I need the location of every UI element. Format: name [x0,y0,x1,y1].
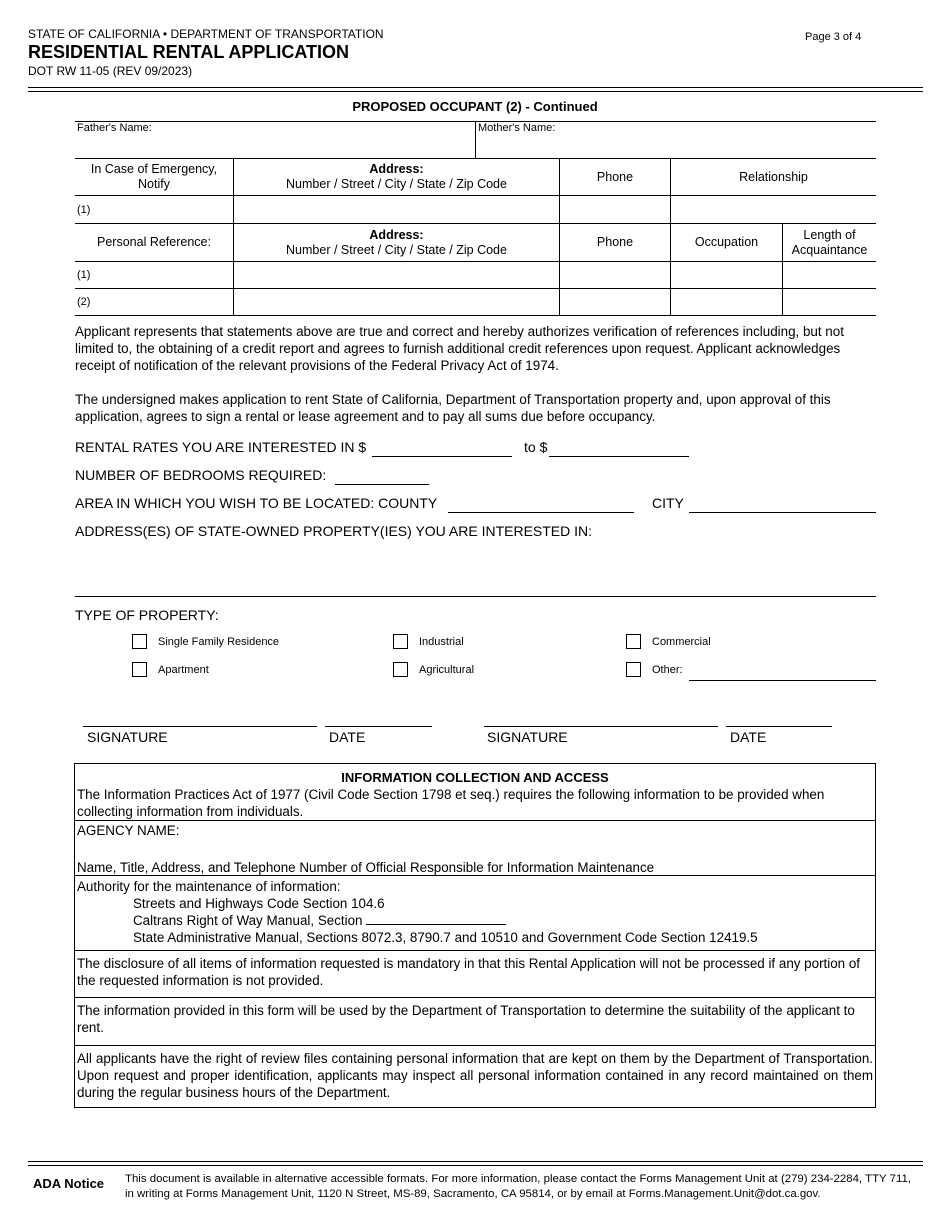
authority-label: Authority for the maintenance of information: [77,879,341,894]
authority-item [77,912,873,929]
agricultural-checkbox[interactable] [393,662,408,677]
emergency-address-header [234,159,559,195]
rental-rate-min-input[interactable] [372,456,512,457]
section-title: PROPOSED OCCUPANT (2) - Continued [352,99,598,114]
authority-item-text: Caltrans Right of Way Manual, Section [133,913,363,928]
reference-2-length-input[interactable] [783,289,876,315]
single-family-label: Single Family Residence [158,636,280,648]
review-row: All applicants have the right of review files containing personal information that are kept on them by the Department of Transportation. Upon request and proper identification, applicants may inspect all personal information contained in any record maintained on them during the regular business hours of the Department. [77,1051,873,1100]
emergency-address-title: Address: [369,162,424,176]
mother-label: Mother's Name: [478,122,556,134]
other-checkbox[interactable] [626,662,641,677]
bedrooms-input[interactable] [335,484,429,485]
reference-col-divider [559,223,560,315]
emergency-phone-input[interactable] [560,196,670,223]
city-label: CITY [652,495,684,511]
agency-row [75,821,875,876]
footer-rule-top [28,1161,923,1162]
rental-rates-label: RENTAL RATES YOU ARE INTERESTED IN $ [75,439,367,455]
header-rule-bottom [28,91,923,92]
other-input[interactable] [689,680,876,681]
reference-col-divider [670,223,671,315]
header-rule-top [28,87,923,88]
emergency-row-number: (1) [77,204,91,216]
official-label: Name, Title, Address, and Telephone Number of Official Responsible for Information Maintenance [77,860,655,875]
date-2-input[interactable] [726,726,832,727]
county-label: AREA IN WHICH YOU WISH TO BE LOCATED: COUNTY [75,495,438,511]
info-intro-row [75,764,875,821]
addresses-label: ADDRESS(ES) OF STATE-OWNED PROPERTY(IES) YOU ARE INTERESTED IN: [75,523,593,539]
reference-address-sub: Number / Street / City / State / Zip Code [286,242,507,257]
info-intro: The Information Practices Act of 1977 (Civil Code Section 1798 et seq.) requires the following information to be provided when collecting information from individuals. [77,787,825,819]
authority-item: State Administrative Manual, Sections 8072.3, 8790.7 and 10510 and Government Code Section 12419.5 [133,930,758,945]
info-collection-box [74,763,876,1108]
industrial-label: Industrial [419,636,464,648]
reference-address-title: Address: [369,227,424,242]
form-title: RESIDENTIAL RENTAL APPLICATION [28,42,350,62]
commercial-label: Commercial [652,636,711,648]
emergency-col-divider [559,158,560,223]
emergency-col-divider [233,158,234,223]
reference-2-phone-input[interactable] [560,289,670,315]
reference-1-phone-input[interactable] [560,262,670,288]
city-input[interactable] [689,512,876,513]
reference-row-number: (2) [77,296,91,308]
agency-name-label: AGENCY NAME: [77,823,180,838]
emergency-address-input[interactable] [234,196,559,223]
emergency-col-divider [670,158,671,223]
industrial-checkbox[interactable] [393,634,408,649]
reference-phone-header: Phone [596,235,634,249]
reference-1-length-input[interactable] [783,262,876,288]
ada-notice-label: ADA Notice [33,1176,105,1191]
single-family-checkbox[interactable] [132,634,147,649]
page-number: Page 3 of 4 [805,31,862,43]
reference-col-divider [233,223,234,315]
emergency-address-sub: Number / Street / City / State / Zip Code [286,177,507,191]
property-type-label: TYPE OF PROPERTY: [75,607,219,623]
mother-name-field[interactable] [476,122,876,158]
addresses-input[interactable] [75,596,876,597]
manual-section-input[interactable] [366,912,506,925]
reference-2-occupation-input[interactable] [671,289,782,315]
use-row: The information provided in this form will be used by the Department of Transportation to determine the suitability of the applicant to rent. [75,998,875,1046]
signature-2-input[interactable] [484,726,718,727]
county-input[interactable] [448,512,634,513]
reference-row-number: (1) [77,269,91,281]
info-title: INFORMATION COLLECTION AND ACCESS [341,770,609,785]
father-name-field[interactable] [75,122,475,158]
authority-item: Streets and Highways Code Section 104.6 [133,896,385,911]
rental-rate-max-input[interactable] [549,456,689,457]
father-label: Father's Name: [77,122,152,134]
reference-header: Personal Reference: [97,235,211,249]
reference-col-divider [782,223,783,315]
reference-bottom-rule [75,315,876,316]
reference-address-header [234,224,559,261]
emergency-notify-header: In Case of Emergency, Notify [90,162,218,191]
agricultural-label: Agricultural [419,664,475,676]
authorization-statement: Applicant represents that statements above are true and correct and hereby authorizes verification of references including, but not limited to, the obtaining of a credit report and agrees to furnish additional credit references upon request. Applicant acknowledges receipt of notification of the relevant provisions of the Federal Privacy Act of 1974. [75,324,844,373]
emergency-phone-header: Phone [596,169,634,184]
apartment-label: Apartment [158,664,209,676]
ada-notice-text: This document is available in alternative accessible formats. For more information, please contact the Forms Management Unit at (279) 234-2284, TTY 711, in writing at Forms Management Unit, 1120 N Street, MS-89, Sacramento, CA 95814, or by email at Forms.Management.Unit@dot.ca.gov. [125,1173,911,1200]
date-2-label: DATE [730,729,767,745]
agency-name: STATE OF CALIFORNIA • DEPARTMENT OF TRANSPORTATION [28,27,384,41]
application-statement: The undersigned makes application to rent State of California, Department of Transportation property and, upon approval of this application, agrees to sign a rental or lease agreement and to pay all sums due before occupancy. [75,392,831,424]
disclosure-row: The disclosure of all items of information requested is mandatory in that this Rental Application will not be processed if any portion of the requested information is not provided. [75,951,875,998]
signature-1-label: SIGNATURE [87,729,168,745]
signature-1-input[interactable] [83,726,317,727]
other-label: Other: [652,664,683,676]
emergency-relationship-input[interactable] [671,196,876,223]
footer-rule-bottom [28,1165,923,1166]
rental-to-label: to $ [524,439,548,455]
bedrooms-label: NUMBER OF BEDROOMS REQUIRED: [75,467,327,483]
emergency-relationship-header: Relationship [739,169,808,184]
authority-row [75,876,875,951]
reference-2-address-input[interactable] [234,289,559,315]
reference-occupation-header: Occupation [694,235,759,249]
reference-1-occupation-input[interactable] [671,262,782,288]
date-1-input[interactable] [325,726,432,727]
form-number: DOT RW 11-05 (REV 09/2023) [28,64,193,78]
reference-1-address-input[interactable] [234,262,559,288]
commercial-checkbox[interactable] [626,634,641,649]
reference-length-header: Length of Acquaintance [791,227,868,257]
date-1-label: DATE [329,729,366,745]
apartment-checkbox[interactable] [132,662,147,677]
signature-2-label: SIGNATURE [487,729,568,745]
